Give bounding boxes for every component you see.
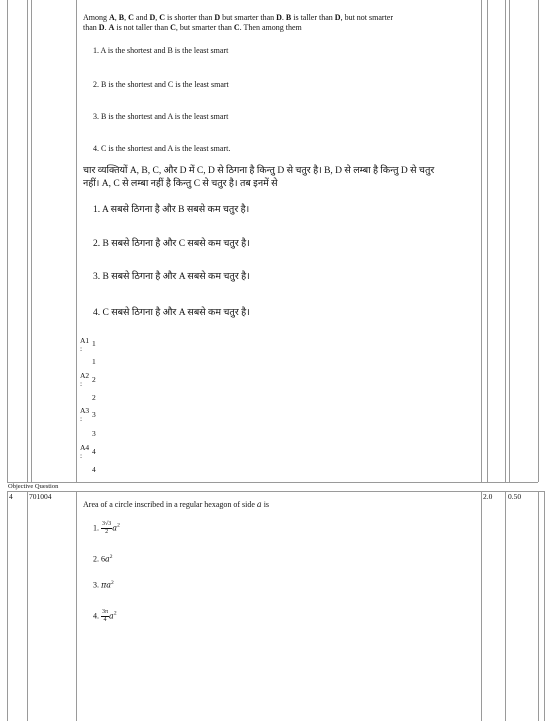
answer-value2-a3: 3 <box>92 429 96 438</box>
answer-colon-a3: : <box>80 414 83 423</box>
answer-value-a4: 4 <box>92 447 96 456</box>
row-divider-1 <box>7 482 538 483</box>
answer-value-a2: 2 <box>92 375 96 384</box>
q4-col-line-4 <box>481 491 482 721</box>
q4-option-1: 1. $\frac{3√3}{2}$ $a^2$ <box>93 521 120 535</box>
answer-label-a4: A4 <box>80 443 90 452</box>
answer-label-a1: A1 <box>80 336 90 345</box>
col-line-6 <box>487 0 488 482</box>
col-line-3 <box>31 0 32 482</box>
answer-value2-a1: 1 <box>92 357 96 366</box>
answer-colon-a1: : <box>80 344 83 353</box>
col-line-4 <box>76 0 77 482</box>
answer-value2-a2: 2 <box>92 393 96 402</box>
answer-label-a3: A3 <box>80 406 90 415</box>
q4-col-line-7 <box>544 491 545 721</box>
q4-col-line-6 <box>538 491 539 721</box>
q4-option-4: 4. $\frac{3\pi}{4}$ $a^2$ <box>93 609 117 623</box>
q3-stem-hindi-line2: नहीं। A, C से लम्बा नहीं है किन्तु C से चतुर है। तब इनमें से <box>83 179 278 189</box>
answer-value2-a4: 4 <box>92 465 96 474</box>
q4-option-3: 3. $\pi a^2$ <box>93 580 114 590</box>
q3-stem-line2: than D. A is not taller than C, but smarter than C. Then among them <box>83 23 302 32</box>
q3-option-hi-2: 2. B सबसे ठिगना है और C सबसे कम चतुर है। <box>93 239 250 249</box>
col-line-8 <box>509 0 510 482</box>
answer-value-a3: 3 <box>92 410 96 419</box>
col-line-5 <box>481 0 482 482</box>
q3-option-en-4: 4. C is the shortest and A is the least smart. <box>93 144 231 153</box>
q3-option-en-2: 2. B is the shortest and C is the least smart <box>93 80 229 89</box>
col-line-7 <box>505 0 506 482</box>
fraction: $\frac{3√3}{2}$ <box>102 521 112 535</box>
q3-stem: Among A, B, C and D, C is shorter than D but smarter than D. B is taller than D, but not smarter <box>83 13 394 22</box>
q4-negative-marks: 0.50 <box>508 492 522 501</box>
fraction: $\frac{3\pi}{4}$ <box>102 609 109 623</box>
col-line-2 <box>27 0 28 482</box>
q4-stem: Area of a circle inscribed in a regular hexagon of side a is <box>83 500 270 509</box>
section-label: Objective Question <box>8 483 59 490</box>
q4-col-line-1 <box>7 491 8 721</box>
col-line-1 <box>7 0 8 482</box>
q3-option-hi-1: 1. A सबसे ठिगना है और B सबसे कम चतुर है। <box>93 205 250 215</box>
q4-marks: 2.0 <box>483 492 493 501</box>
answer-colon-a4: : <box>80 451 83 460</box>
answer-colon-a2: : <box>80 379 83 388</box>
q3-option-en-1: 1. A is the shortest and B is the least smart <box>93 46 229 55</box>
q3-option-hi-3: 3. B सबसे ठिगना है और A सबसे कम चतुर है। <box>93 272 250 282</box>
col-line-9 <box>538 0 539 482</box>
q4-number: 4 <box>9 492 13 501</box>
q3-stem-hindi: चार व्यक्तियों A, B, C, और D में C, D से ठिगना है किन्तु D से चतुर है। B, D से लम्बा है किन्तु D से चतुर <box>83 166 435 176</box>
answer-label-a2: A2 <box>80 371 90 380</box>
q4-col-line-3 <box>76 491 77 721</box>
q3-option-hi-4: 4. C सबसे ठिगना है और A सबसे कम चतुर है। <box>93 308 250 318</box>
q4-col-line-5 <box>505 491 506 721</box>
q4-option-2: 2. $6a^2$ <box>93 554 113 564</box>
answer-value-a1: 1 <box>92 339 96 348</box>
q4-id: 701004 <box>29 492 52 501</box>
q4-col-line-2 <box>27 491 28 721</box>
q3-option-en-3: 3. B is the shortest and A is the least smart <box>93 112 229 121</box>
row-divider-2 <box>7 491 545 492</box>
